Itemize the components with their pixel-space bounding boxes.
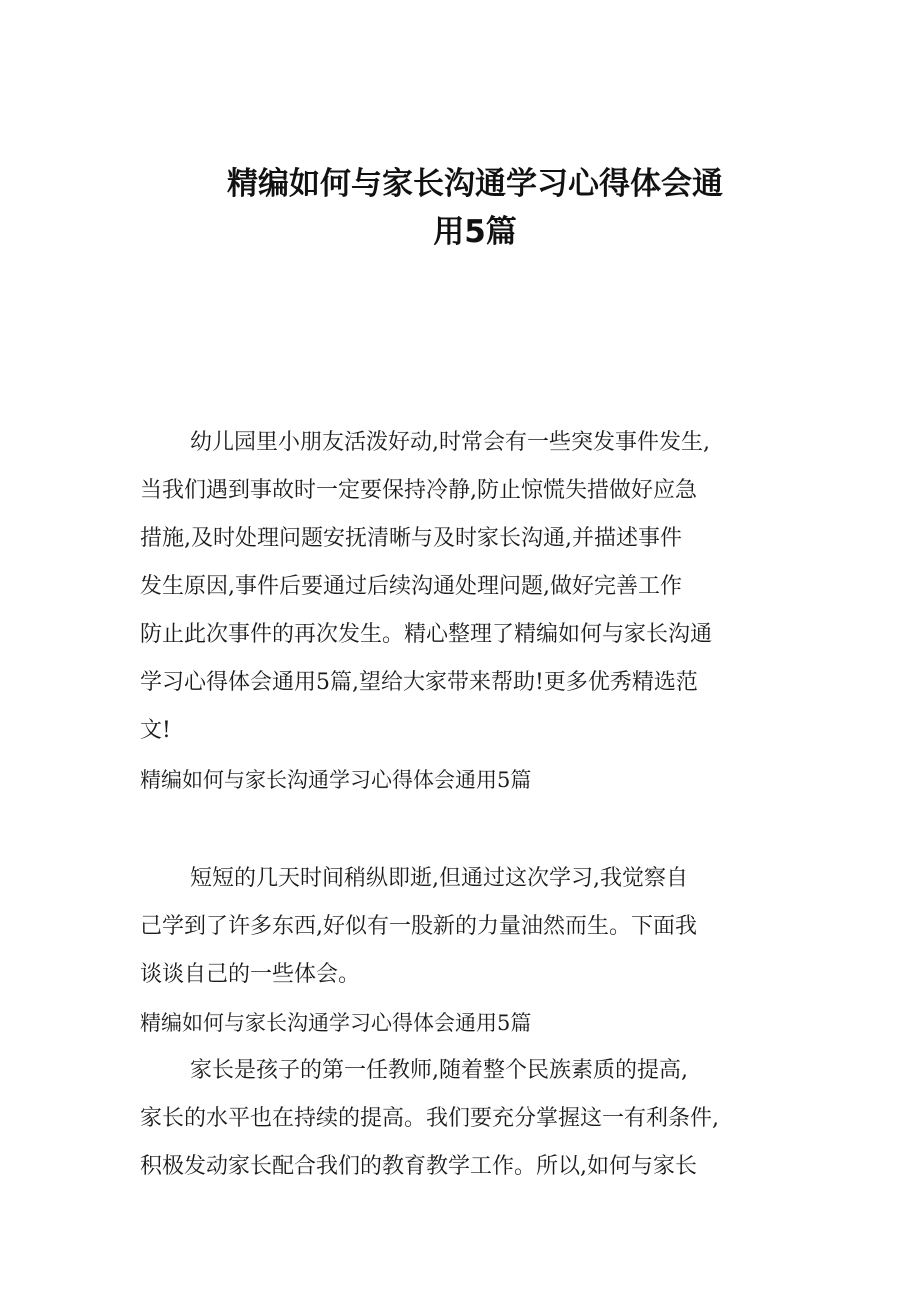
intro-line-2: 当我们遇到事故时一定要保持冷静,防止惊慌失措做好应急 xyxy=(140,478,697,503)
section-1-line-2: 己学到了许多东西,好似有一股新的力量油然而生。下面我 xyxy=(140,914,697,939)
section-2-line-1: 家长是孩子的第一任教师,随着整个民族素质的提高, xyxy=(190,1058,688,1083)
intro-line-6: 学习心得体会通用5篇,望给大家带来帮助!更多优秀精选范 xyxy=(140,670,698,695)
section-2-line-2: 家长的水平也在持续的提高。我们要充分掌握这一有利条件, xyxy=(140,1106,719,1131)
intro-line-7: 文! xyxy=(140,718,171,743)
intro-line-5: 防止此次事件的再次发生。精心整理了精编如何与家长沟通 xyxy=(140,622,713,647)
intro-line-4: 发生原因,事件后要通过后续沟通处理问题,做好完善工作 xyxy=(140,574,682,599)
section-2-line-3: 积极发动家长配合我们的教育教学工作。所以,如何与家长 xyxy=(140,1154,697,1179)
section-1-heading: 精编如何与家长沟通学习心得体会通用5篇 xyxy=(140,768,532,792)
section-1-line-1: 短短的几天时间稍纵即逝,但通过这次学习,我觉察自 xyxy=(190,866,688,891)
section-1-line-3: 谈谈自己的一些体会。 xyxy=(140,962,361,987)
section-2-heading: 精编如何与家长沟通学习心得体会通用5篇 xyxy=(140,1011,532,1035)
intro-line-3: 措施,及时处理问题安抚清晰与及时家长沟通,并描述事件 xyxy=(140,526,682,551)
document-title-line-2: 用5篇 xyxy=(433,214,517,250)
intro-line-1: 幼儿园里小朋友活泼好动,时常会有一些突发事件发生, xyxy=(190,430,710,455)
document-title-line-1: 精编如何与家长沟通学习心得体会通 xyxy=(227,166,723,202)
